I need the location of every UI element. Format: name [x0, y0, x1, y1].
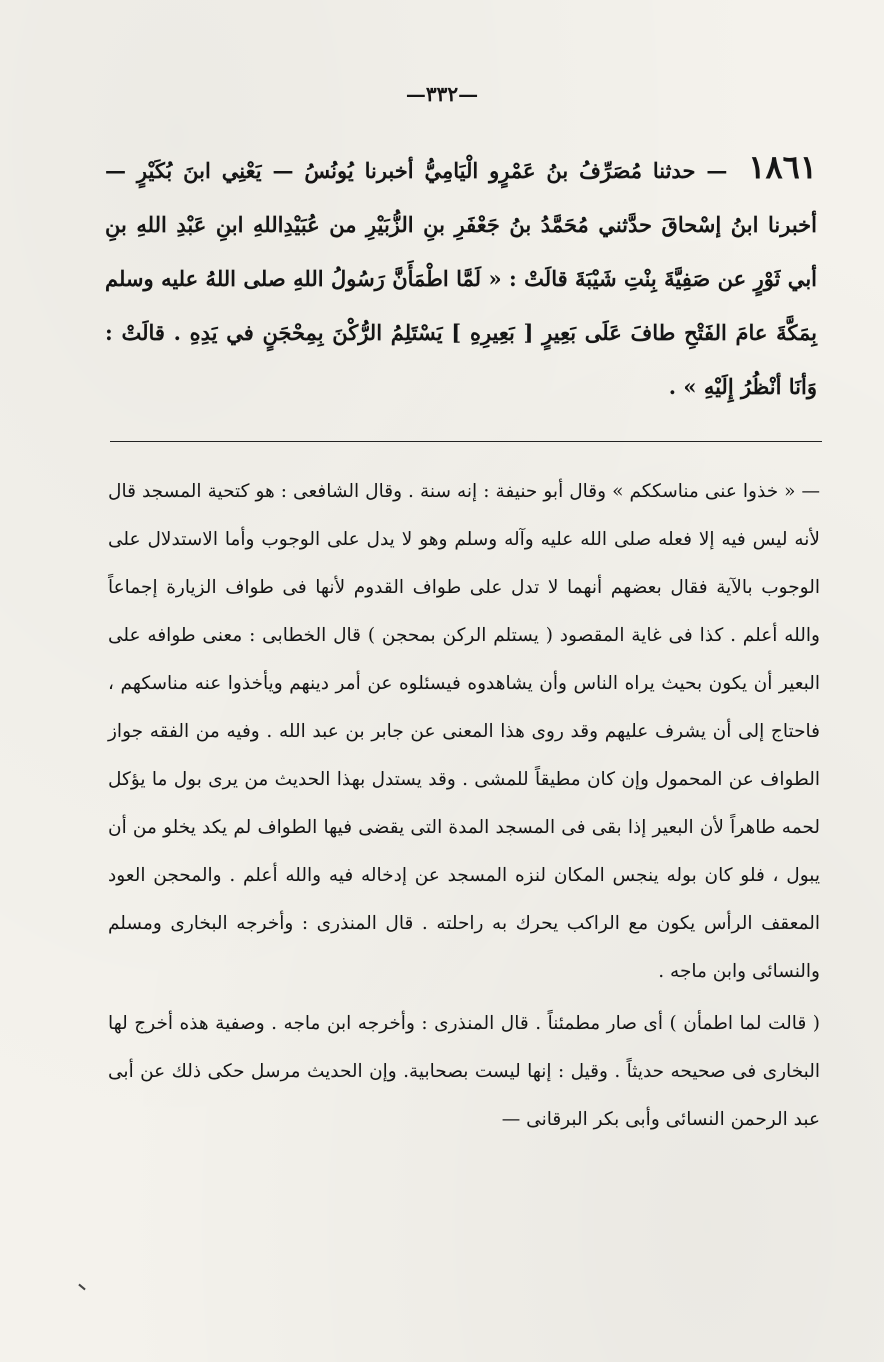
section-divider — [110, 441, 822, 442]
commentary-paragraph: — « خذوا عنى مناسككم » وقال أبو حنيفة : إنه سنة . وقال الشافعى : هو كتحية المسجد قال لأنه ليس فيه إلا فعله صلى الله عليه وآله وسلم وهو لا يدل على الوجوب وأما الاستدلال على الوجوب بالآية فقال بعضهم أنهما لا تدل على طواف القدوم لأنها فى طواف الزيارة إجماعاً والله أعلم . كذا فى غاية المقصود ( يستلم الركن بمحجن ) قال الخطابى : معنى طوافه على البعير أن يكون بحيث يراه الناس وأن يشاهدوه فيسئلوه عن أمر دينهم ويأخذوا عنه مناسكهم ، فاحتاج إلى أن يشرف عليهم وقد روى هذا المعنى عن جابر بن عبد الله . وفيه من الفقه جواز الطواف عن المحمول وإن كان مطيقاً للمشى . وقد يستدل بهذا الحديث من يرى بول ما يؤكل لحمه طاهراً لأن البعير إذا بقى فى المسجد المدة التى يقضى فيها الطواف لم يكد يخلو من أن يبول ، فلو كان بوله ينجس المكان لنزه المسجد عن إدخاله فيه والله أعلم . والمحجن العود المعقف الرأس يكون مع الراكب يحرك به راحلته . قال المنذرى : وأخرجه البخارى ومسلم والنسائى وابن ماجه . — [108, 481, 820, 982]
commentary-paragraph: ( قالت لما اطمأن ) أى صار مطمئناً . قال المنذرى : وأخرجه ابن ماجه . وصفية هذه أخرج لها البخارى فى صحيحه حديثاً . وقيل : إنها ليست بصحابية. وإن الحديث مرسل حكى ذلك عن أبى عبد الرحمن النسائى وأبى بكر البرقانى — — [108, 1013, 820, 1130]
hadith-block — [105, 140, 817, 414]
hadith-number: ١٨٦١ — [748, 148, 817, 186]
hadith-text: — حدثنا مُصَرِّفُ بنُ عَمْرٍو الْيَامِيُّ أخبرنا يُونُسُ — يَعْنِي ابنَ بُكَيْرٍ — أخبرنا ابنُ إسْحاقَ حدَّثني مُحَمَّدُ بنُ جَعْفَرِ بنِ الزُّبَيْرِ من عُبَيْدِاللهِ ابنِ عَبْدِ اللهِ بنِ أبي ثَوْرٍ عن صَفِيَّةَ بِنْتِ شَيْبَةَ قالَتْ : « لَمَّا اطْمَأَنَّ رَسُولُ اللهِ صلى اللهُ عليه وسلم بِمَكَّةَ عامَ الفَتْحِ طافَ عَلَى بَعِيرٍ [ بَعِيرِهِ ] يَسْتَلِمُ الرُّكْنَ بِمِحْجَنٍ في يَدِهِ . قالَتْ : وَأنَا أنْظُرُ إِلَيْهِ » . — [105, 158, 817, 399]
scan-mark — [78, 1284, 85, 1291]
commentary-block — [108, 468, 820, 1144]
page-number: —٣٣٢— — [405, 82, 479, 106]
